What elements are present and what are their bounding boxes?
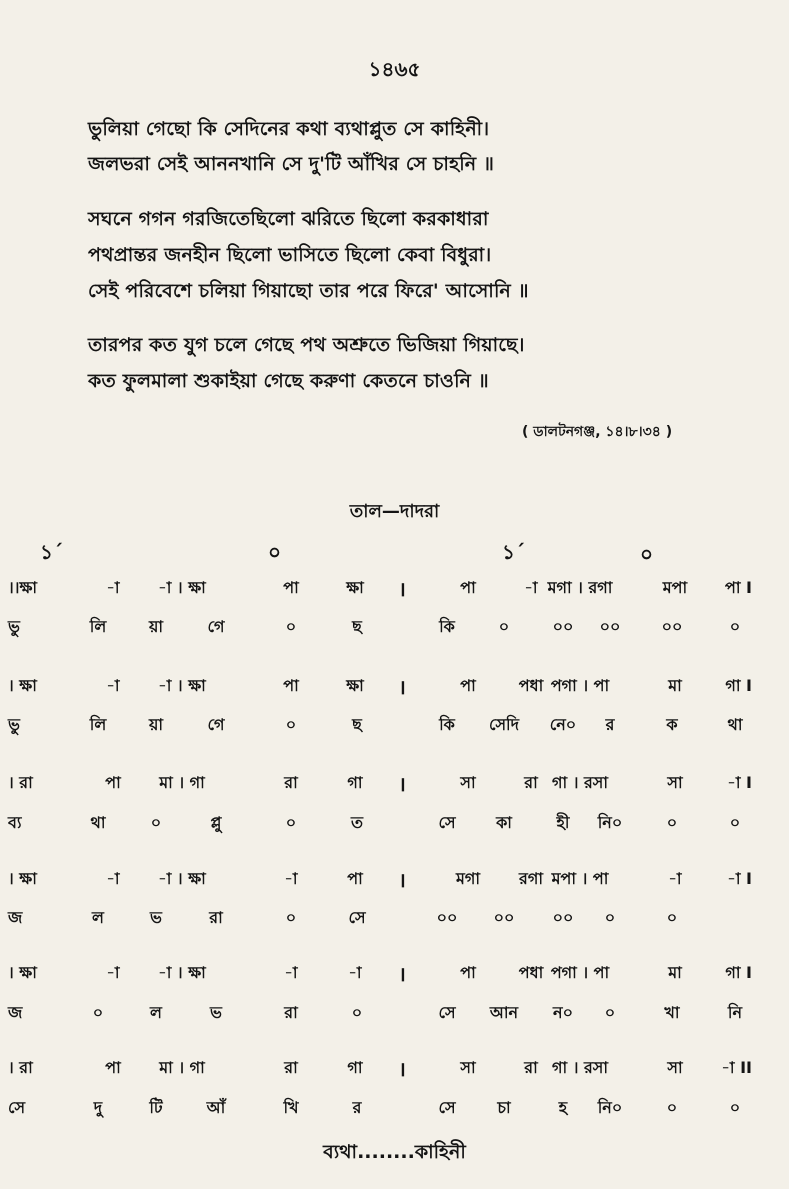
lyric-syllable: জ (8, 908, 23, 927)
swara-cell: রা (284, 1058, 298, 1077)
lyric-syllable: ০ (666, 908, 678, 927)
lyric-syllable: সে (438, 1003, 456, 1022)
swara-cell: -া (284, 963, 298, 982)
swara-cell: পা (105, 773, 121, 792)
lyric-syllable: রা (284, 1003, 298, 1022)
swara-cell: পধা (518, 676, 544, 695)
swara-cell: মপা । পা (551, 869, 609, 888)
lyric-syllable: ০ (666, 813, 678, 832)
lyric-syllable: রা (209, 908, 223, 927)
swara-cell: -া (348, 963, 362, 982)
swara-cell: মগা । রগা (547, 578, 613, 597)
lyric-syllable: হ (558, 1098, 568, 1117)
swara-cell: মগা (455, 869, 480, 888)
lyric-syllable: নি০ (597, 1098, 623, 1117)
swara-cell: । ক্ষা (8, 963, 37, 982)
lyric-syllable: সে (348, 908, 366, 927)
lyric-syllable: ০০ (552, 617, 574, 636)
beat-mark: ১´ (502, 540, 525, 564)
poem-line: পথপ্রান্তর জনহীন ছিলো ভাসিতে ছিলো কেবা বিধুরা। (88, 244, 492, 266)
lyric-syllable: টি (149, 1098, 163, 1117)
lyric-syllable: সে (8, 1098, 26, 1117)
lyric-syllable: লি (89, 617, 107, 636)
swara-cell: সা (667, 1058, 683, 1077)
swara-row (0, 673, 789, 705)
lyric-syllable: ০ (285, 715, 297, 734)
swara-cell: -া । ক্ষা (158, 869, 206, 888)
swara-cell: পধা (518, 963, 544, 982)
swara-cell: গা I (725, 963, 752, 982)
swara-cell: পা (460, 578, 476, 597)
swara-cell: ক্ষা (346, 676, 364, 695)
lyric-syllable: র (605, 715, 615, 734)
poem-line: ভুলিয়া গেছো কি সেদিনের কথা ব্যথাপ্লুত সে কাহিনী। (88, 118, 490, 140)
lyric-syllable: ০ (351, 1003, 363, 1022)
lyric-syllable: ০ (150, 813, 162, 832)
lyric-syllable: ০০ (552, 908, 574, 927)
swara-cell: -া (524, 578, 538, 597)
swara-cell: মা (668, 676, 682, 695)
lyric-syllable: কা (496, 813, 512, 832)
swara-cell: -া I (727, 869, 752, 888)
swara-cell: । (398, 1057, 406, 1081)
lyric-syllable: জ (8, 1003, 23, 1022)
page-number: ১৪৬৫ (368, 57, 421, 81)
lyric-syllable: নি (727, 1003, 743, 1022)
lyric-syllable: য়া (148, 617, 164, 636)
lyric-syllable: নে০ (549, 715, 577, 734)
lyric-syllable: হী (556, 813, 570, 832)
lyric-syllable: ০ (92, 1003, 104, 1022)
poem-line: তারপর কত যুগ চলে গেছে পথ অশ্রুতে ভিজিয়া গিয়াছে। (88, 334, 525, 356)
lyric-syllable: দু (93, 1098, 103, 1117)
swara-cell: -া (106, 869, 120, 888)
lyric-syllable: ০ (729, 1098, 741, 1117)
lyric-syllable: ল (92, 908, 104, 927)
lyric-row (0, 614, 789, 646)
swara-cell: গা (347, 1058, 363, 1077)
lyric-syllable: ০ (285, 617, 297, 636)
lyric-syllable: ০ (604, 908, 616, 927)
lyric-syllable: ছ (352, 617, 362, 636)
lyric-syllable: ছ (352, 715, 362, 734)
lyric-syllable: ল (150, 1003, 162, 1022)
lyric-syllable: ০০ (493, 908, 515, 927)
lyric-syllable: ০০ (436, 908, 458, 927)
lyric-syllable: ব্য (8, 813, 22, 832)
lyric-syllable: সে (438, 813, 456, 832)
swara-cell: পগা । পা (550, 963, 610, 982)
swara-cell: গা । রসা (552, 1058, 608, 1077)
swara-cell: পা (460, 963, 476, 982)
lyric-syllable: চা (497, 1098, 511, 1117)
beat-mark: ১´ (40, 540, 63, 564)
swara-cell: -া I (727, 773, 752, 792)
swara-cell: । রা (8, 1058, 33, 1077)
lyric-syllable: ০ (729, 617, 741, 636)
swara-cell: রগা (519, 869, 543, 888)
lyric-syllable: কি (439, 617, 455, 636)
swara-cell: । (398, 868, 406, 892)
swara-cell: -া । ক্ষা (158, 963, 206, 982)
lyric-syllable: সে (438, 1098, 456, 1117)
swara-row (0, 575, 789, 607)
swara-cell: সা (667, 773, 683, 792)
beat-mark: ০ (268, 540, 282, 564)
swara-row (0, 960, 789, 992)
swara-cell: ক্ষা (346, 578, 364, 597)
swara-cell: গা I (725, 676, 752, 695)
swara-cell: । (398, 962, 406, 986)
swara-cell: মা । গা (159, 773, 205, 792)
swara-cell: । (398, 675, 406, 699)
lyric-row (0, 1095, 789, 1127)
lyric-syllable: ন০ (553, 1003, 573, 1022)
lyric-syllable: ০ (729, 813, 741, 832)
swara-row (0, 770, 789, 802)
swara-cell: রা (284, 773, 298, 792)
swara-cell: গা (347, 773, 363, 792)
taal-title: তাল—দাদরা (349, 501, 440, 522)
swara-cell: । (398, 772, 406, 796)
lyric-syllable: সেদি (488, 715, 520, 734)
swara-cell: রা (524, 1058, 538, 1077)
swara-cell: সা (460, 1058, 476, 1077)
swara-cell: -া (668, 869, 682, 888)
swara-cell: পগা । পা (550, 676, 610, 695)
lyric-row (0, 712, 789, 744)
swara-cell: সা (460, 773, 476, 792)
swara-cell: মপা (662, 578, 688, 597)
lyric-syllable: লি (89, 715, 107, 734)
swara-cell: পা (105, 1058, 121, 1077)
swara-cell: -া । ক্ষা (158, 578, 206, 597)
poem-line: সঘনে গগন গরজিতেছিলো ঝরিতে ছিলো করকাধারা (88, 208, 489, 230)
swara-cell: । ক্ষা (8, 676, 37, 695)
lyric-row (0, 810, 789, 842)
swara-cell: -া । ক্ষা (158, 676, 206, 695)
lyric-syllable: ০ (285, 813, 297, 832)
lyric-syllable: ক (666, 715, 678, 734)
lyric-syllable: আঁ (206, 1098, 226, 1117)
lyric-row (0, 1000, 789, 1032)
swara-cell: পা (460, 676, 476, 695)
lyric-syllable: খা (664, 1003, 680, 1022)
footer-caption: ব্যথা........কাহিনী (323, 1141, 466, 1163)
swara-cell: । রা (8, 773, 33, 792)
lyric-syllable: ভ (210, 1003, 222, 1022)
lyric-syllable: ০ (604, 1003, 616, 1022)
swara-cell: রা (524, 773, 538, 792)
swara-cell: মা । গা (159, 1058, 205, 1077)
lyric-syllable: ০ (498, 617, 510, 636)
swara-cell: -া (284, 869, 298, 888)
swara-cell: পা (347, 869, 363, 888)
swara-cell: -া (106, 578, 120, 597)
lyric-syllable: গে (207, 715, 225, 734)
swara-cell: গা । রসা (552, 773, 608, 792)
swara-cell: -া (106, 676, 120, 695)
swara-cell: ।।ক্ষা (8, 578, 38, 597)
poem-line: সেই পরিবেশে চলিয়া গিয়াছো তার পরে ফিরে' আসোনি ॥ (88, 280, 529, 302)
lyric-row (0, 905, 789, 937)
swara-cell: মা (668, 963, 682, 982)
lyric-syllable: র (352, 1098, 362, 1117)
lyric-syllable: আন (489, 1003, 519, 1022)
lyric-syllable: ত (350, 813, 363, 832)
date-place-credit: ( ডালটনগঞ্জ, ১৪।৮।৩৪ ) (522, 424, 673, 440)
beat-mark: ০ (640, 542, 654, 566)
swara-cell: পা (283, 676, 299, 695)
poem-line: জলভরা সেই আননখানি সে দু'টি আঁখির সে চাহনি ॥ (88, 153, 495, 175)
lyric-syllable: গে (207, 617, 225, 636)
lyric-syllable: ভু (8, 617, 20, 636)
swara-row (0, 1055, 789, 1087)
lyric-syllable: কি (439, 715, 455, 734)
lyric-syllable: ০০ (599, 617, 621, 636)
lyric-syllable: ০ (285, 908, 297, 927)
lyric-syllable: ০ (666, 1098, 678, 1117)
swara-cell: -া (106, 963, 120, 982)
swara-cell: । ক্ষা (8, 869, 37, 888)
lyric-syllable: থা (90, 813, 106, 832)
swara-row (0, 866, 789, 898)
lyric-syllable: খি (283, 1098, 299, 1117)
lyric-syllable: প্লু (210, 813, 222, 832)
lyric-syllable: থা (727, 715, 743, 734)
lyric-syllable: ভ (150, 908, 162, 927)
swara-cell: পা I (724, 578, 752, 597)
lyric-syllable: নি০ (597, 813, 623, 832)
lyric-syllable: ০০ (661, 617, 683, 636)
swara-cell: -া II (721, 1058, 752, 1077)
poem-line: কত ফুলমালা শুকাইয়া গেছে করুণা কেতনে চাওনি ॥ (88, 370, 489, 392)
swara-cell: পা (283, 578, 299, 597)
swara-cell: । (398, 577, 406, 601)
lyric-syllable: য়া (148, 715, 164, 734)
lyric-syllable: ভু (8, 715, 20, 734)
